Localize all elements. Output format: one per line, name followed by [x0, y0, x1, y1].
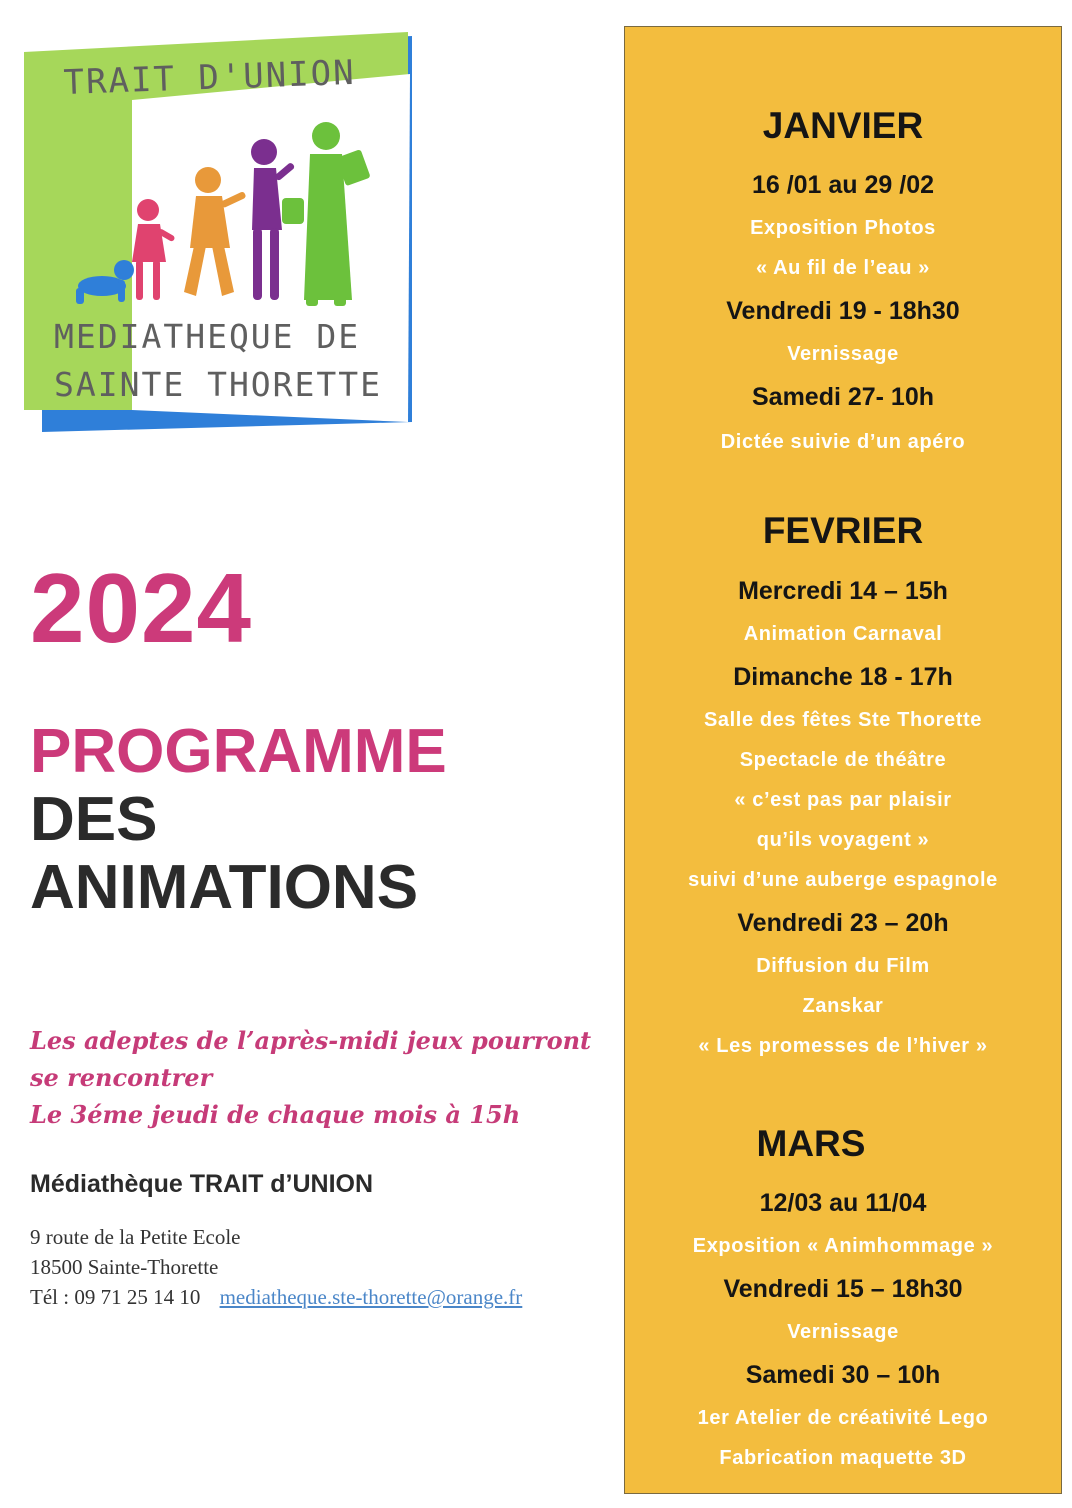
logo-graphic: [20, 30, 420, 435]
event-date: 16 /01 au 29 /02: [751, 171, 935, 199]
event-detail: Fabrication maquette 3D: [719, 1447, 967, 1469]
event-date: Samedi 27- 10h: [751, 383, 935, 411]
games-note: [30, 1022, 610, 1133]
event-date: Dimanche 18 - 17h: [733, 663, 953, 691]
event-detail: « Au fil de l’eau »: [755, 257, 931, 279]
games-note-line: Les adeptes de l’après-midi jeux pourront: [30, 1026, 592, 1055]
title-line-des: DES: [30, 785, 158, 855]
contact-line: [30, 1282, 522, 1312]
event-detail: suivi d’une auberge espagnole: [688, 869, 998, 891]
event-detail: [625, 1407, 1061, 1430]
program-title: [30, 718, 447, 923]
month-heading-mars: MARS: [756, 1123, 866, 1164]
email-link[interactable]: mediatheque.ste-thorette@orange.fr: [219, 1285, 523, 1309]
logo-bottom-line2: SAINTE THORETTE: [54, 365, 383, 404]
event-detail: Exposition Photos: [750, 217, 936, 239]
event-detail: Dictée suivie d’un apéro: [720, 431, 966, 453]
games-note-line: se rencontrer: [30, 1063, 213, 1092]
year-heading: 2024: [30, 553, 253, 663]
event-detail: Exposition « Animhommage »: [692, 1235, 994, 1257]
event-date: Vendredi 15 – 18h30: [723, 1275, 963, 1303]
title-line-animations: ANIMATIONS: [30, 853, 419, 923]
phone-number: Tél : 09 71 25 14 10: [30, 1285, 201, 1309]
games-note-line: Le 3éme jeudi de chaque mois à 15h: [30, 1100, 521, 1129]
event-date: Mercredi 14 – 15h: [738, 577, 948, 605]
contact-name: Médiathèque TRAIT d’UNION: [30, 1170, 374, 1198]
title-line-programme: PROGRAMME: [30, 717, 447, 786]
address-city: 18500 Sainte-Thorette: [30, 1255, 219, 1279]
event-detail: Zanskar: [802, 995, 884, 1017]
event-date: Vendredi 23 – 20h: [737, 909, 949, 937]
logo-bottom-line1: MEDIATHEQUE DE: [54, 317, 361, 356]
ordinal-first: 1er: [697, 1407, 730, 1429]
month-heading-fevrier: FEVRIER: [762, 510, 924, 551]
event-detail: Diffusion du Film: [756, 955, 930, 977]
event-detail-text: Atelier de créativité Lego: [729, 1407, 989, 1429]
event-detail: « c’est pas par plaisir: [734, 789, 952, 811]
mediatheque-logo: [20, 30, 420, 435]
month-heading-janvier: JANVIER: [762, 105, 924, 146]
logo-top-text: TRAIT D'UNION: [62, 52, 357, 103]
event-detail: Animation Carnaval: [743, 623, 943, 645]
events-calendar: [624, 26, 1062, 1494]
event-date: Vendredi 19 - 18h30: [726, 297, 960, 325]
address-street: 9 route de la Petite Ecole: [30, 1225, 241, 1249]
event-detail: Vernissage: [787, 343, 899, 365]
event-detail: qu’ils voyagent »: [756, 829, 930, 851]
event-date: 12/03 au 11/04: [759, 1189, 927, 1217]
event-detail: Salle des fêtes Ste Thorette: [703, 709, 982, 731]
event-detail: Spectacle de théâtre: [739, 749, 947, 771]
contact-address: [30, 1222, 522, 1312]
event-detail: Vernissage: [787, 1321, 899, 1343]
event-detail: « Les promesses de l’hiver »: [698, 1035, 988, 1057]
event-date: Samedi 30 – 10h: [745, 1361, 941, 1389]
